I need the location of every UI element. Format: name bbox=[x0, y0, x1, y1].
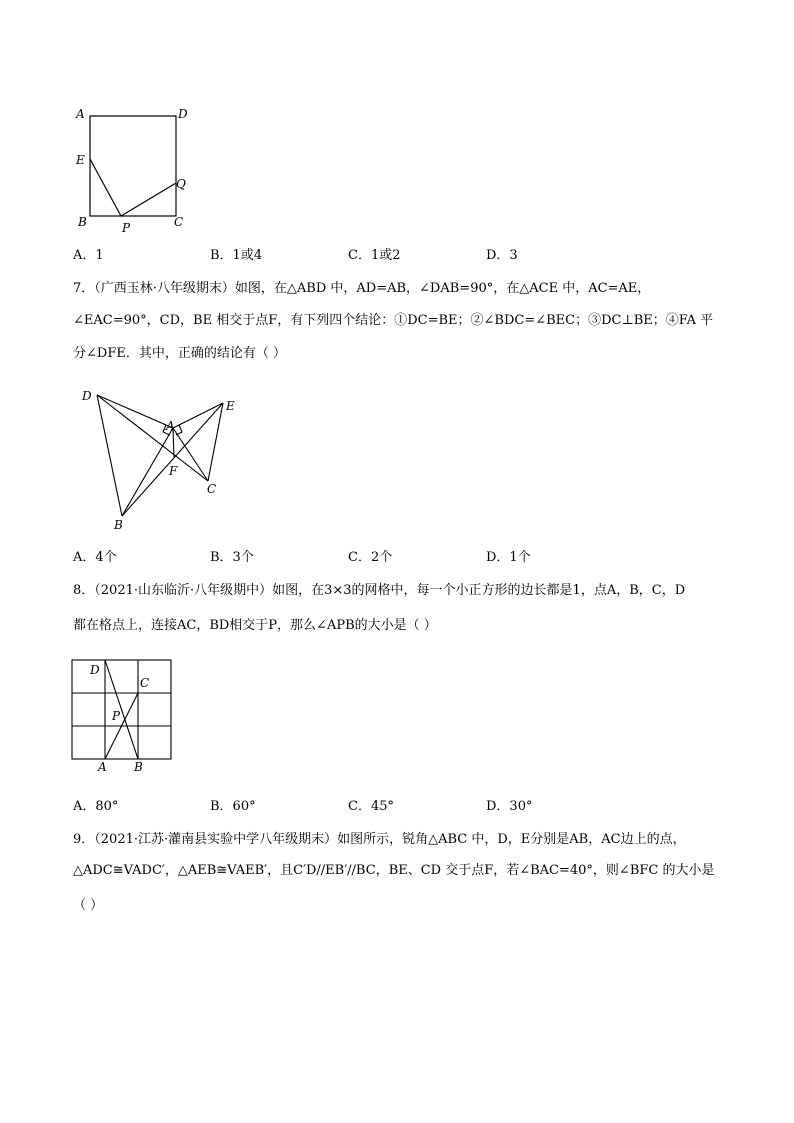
q7-segment-ac bbox=[173, 428, 208, 481]
q8-label-c: C bbox=[140, 676, 150, 690]
q8-label-d: D bbox=[90, 663, 100, 677]
q7-label-d: D bbox=[82, 389, 92, 403]
q6-label-d: D bbox=[178, 107, 188, 121]
q6-segment-pq bbox=[121, 183, 176, 216]
q6-option-b[interactable]: B．1或4 bbox=[210, 248, 263, 263]
q6-option-a[interactable]: A．1 bbox=[73, 248, 104, 263]
q8-option-d[interactable]: D．30° bbox=[486, 799, 533, 814]
q7-option-b[interactable]: B．3个 bbox=[210, 550, 254, 565]
q6-label-e: E bbox=[76, 153, 85, 167]
q6-option-c[interactable]: C．1或2 bbox=[348, 248, 401, 263]
q8-label-b: B bbox=[134, 760, 143, 774]
q6-square bbox=[90, 116, 176, 216]
q8-option-a[interactable]: A．80° bbox=[73, 799, 119, 814]
q8-figure bbox=[72, 660, 182, 775]
q7-segment-ab bbox=[122, 428, 173, 516]
q8-label-p: P bbox=[112, 709, 121, 723]
q6-label-b: B bbox=[78, 215, 87, 229]
q7-option-d[interactable]: D．1个 bbox=[486, 550, 531, 565]
q8-label-a: A bbox=[98, 760, 107, 774]
q8-stem-line-2: 都在格点上，连接AC，BD相交于P，那么∠APB的大小是（ ） bbox=[73, 618, 437, 633]
q7-segment-ae bbox=[173, 403, 223, 428]
q6-option-d[interactable]: D．3 bbox=[486, 248, 518, 263]
q7-label-f: F bbox=[169, 464, 178, 478]
q7-stem-line-2: ∠EAC=90°，CD，BE 相交于点F，有下列四个结论：①DC=BE；②∠BDC=∠BEC；③DC⊥BE；④FA 平 bbox=[73, 313, 714, 328]
q9-stem-line-3: （ ） bbox=[73, 898, 104, 913]
q7-label-e: E bbox=[226, 399, 235, 413]
q9-stem-line-2: △ADC≅VADC′，△AEB≅VAEB′，且C′D//EB′//BC，BE、CD 交于点F，若∠BAC=40°，则∠BFC 的大小是 bbox=[73, 863, 715, 878]
q7-option-c[interactable]: C．2个 bbox=[348, 550, 393, 565]
q6-label-p: P bbox=[122, 221, 131, 235]
q7-stem-line-1: 7．（广西玉林·八年级期末）如图，在△ABD 中，AD=AB，∠DAB=90°，在△ACE 中，AC=AE， bbox=[73, 281, 651, 296]
q6-figure bbox=[70, 100, 200, 240]
q7-segment-ec bbox=[208, 403, 223, 481]
q7-segment-da bbox=[97, 395, 173, 428]
q9-stem-line-1: 9．（2021·江苏·灌南县实验中学八年级期末）如图所示，锐角△ABC 中，D，E分别是AB，AC边上的点， bbox=[73, 832, 686, 847]
q6-label-q: Q bbox=[176, 177, 186, 191]
q6-segment-ep bbox=[90, 159, 121, 216]
q8-option-c[interactable]: C．45° bbox=[348, 799, 394, 814]
q7-figure bbox=[75, 385, 255, 535]
q7-label-b: B bbox=[114, 518, 123, 532]
q8-segment-bd bbox=[105, 660, 138, 759]
q8-option-b[interactable]: B．60° bbox=[210, 799, 256, 814]
q7-label-c: C bbox=[207, 482, 217, 496]
q7-segment-db bbox=[97, 395, 122, 516]
q8-stem-line-1: 8．（2021·山东临沂·八年级期中）如图，在3×3的网格中，每一个小正方形的边长都是1，点A，B，C，D bbox=[73, 583, 686, 598]
q7-label-a: A bbox=[166, 419, 175, 433]
q6-label-a: A bbox=[76, 107, 85, 121]
q6-label-c: C bbox=[174, 215, 184, 229]
q7-stem-line-3: 分∠DFE．其中，正确的结论有（ ） bbox=[73, 346, 286, 361]
q7-option-a[interactable]: A．4个 bbox=[73, 550, 117, 565]
